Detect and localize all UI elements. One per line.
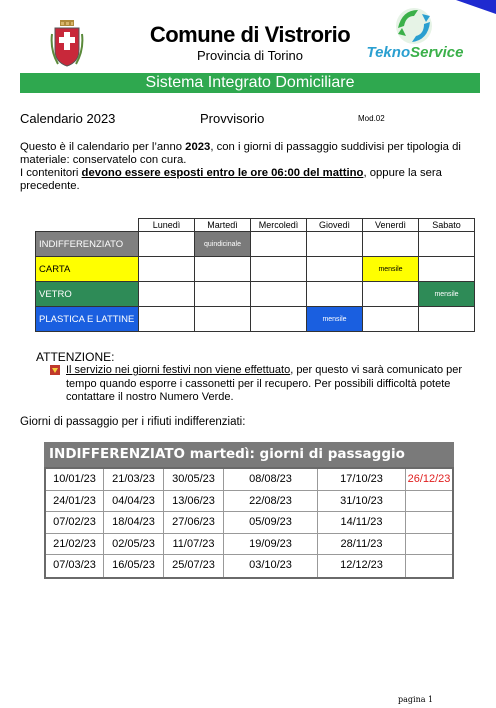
date-cell [406,491,452,512]
date-cell: 08/08/23 [224,469,318,490]
date-cell: 04/04/23 [104,491,164,512]
schedule-row-indifferenziato [36,232,475,257]
date-cell: 03/10/23 [224,555,318,577]
page-number: pagina 1 [398,695,434,704]
schedule-row-carta [36,257,475,282]
attention-text: Il servizio nei giorni festivi non viene effettuato, per questo vi sarà comunicato per tempo quando esporre i cassonetti per il recupero. Per possibili difficoltà potete contattare il nostro Numero Verde. [66,364,463,403]
calendar-status: Provvisorio [200,111,265,126]
date-cell: 18/04/23 [104,512,164,533]
page-subtitle: Provincia di Torino [197,48,303,63]
date-cell: 05/09/23 [224,512,318,533]
day-header: Giovedì [307,219,363,232]
schedule-row-plastica [36,307,475,332]
day-header: Lunedì [139,219,195,232]
date-cell: 30/05/23 [164,469,224,490]
pass-table-header [44,442,454,467]
material-label: CARTA [36,257,139,282]
table-row [46,534,452,556]
date-cell: 31/10/23 [318,491,406,512]
date-cell: 25/07/23 [164,555,224,577]
date-cell: 02/05/23 [104,534,164,555]
table-row [46,469,452,491]
date-cell: 11/07/23 [164,534,224,555]
material-label: INDIFFERENZIATO [36,232,139,257]
date-cell [406,555,452,577]
date-cell: 12/12/23 [318,555,406,577]
pass-dates-table [44,467,454,579]
schedule-row-vetro [36,282,475,307]
day-header: Sabato [419,219,475,232]
calendar-year: Calendario 2023 [20,111,116,126]
bullet-icon [50,365,60,375]
pass-table-title: INDIFFERENZIATO martedì: giorni di passaggio [44,442,454,467]
date-cell: 22/08/23 [224,491,318,512]
date-cell [406,512,452,533]
date-cell: 13/06/23 [164,491,224,512]
date-cell: 07/02/23 [46,512,104,533]
day-header: Martedì [195,219,251,232]
schedule-cell: mensile [363,257,419,282]
intro-paragraph: Questo è il calendario per l’anno 2023, con i giorni di passaggio suddivisi per tipologia di materiale: conservatelo con cura. I contenitori devono essere esposti entro le ore 06:00 del mattino, oppure la sera precedente. [20,141,461,192]
schedule-cell: quindicinale [195,232,251,257]
date-cell: 14/11/23 [318,512,406,533]
date-cell: 19/09/23 [224,534,318,555]
date-cell: 07/03/23 [46,555,104,577]
date-cell: 17/10/23 [318,469,406,490]
day-header: Mercoledì [251,219,307,232]
material-label: PLASTICA E LATTINE [36,307,139,332]
attention-title: ATTENZIONE: [36,350,115,364]
teknoservice-logo-text: TeknoService [366,44,464,61]
date-cell: 24/01/23 [46,491,104,512]
date-cell: 21/02/23 [46,534,104,555]
material-label: VETRO [36,282,139,307]
schedule-header-row [36,219,475,232]
date-cell [406,534,452,555]
date-cell: 16/05/23 [104,555,164,577]
page-title: Comune di Vistrorio [149,22,351,47]
table-row [46,512,452,534]
day-header: Venerdì [363,219,419,232]
date-cell: 21/03/23 [104,469,164,490]
schedule-cell: mensile [307,307,363,332]
date-cell: 28/11/23 [318,534,406,555]
collection-schedule-table [35,218,475,332]
schedule-cell: mensile [419,282,475,307]
date-cell: 10/01/23 [46,469,104,490]
collection-days-label: Giorni di passaggio per i rifiuti indifferenziati: [20,416,246,428]
section-banner: Sistema Integrato Domiciliare [20,73,480,93]
coat-of-arms-icon [50,20,84,68]
table-row [46,555,452,577]
date-cell: 26/12/23 [407,473,451,485]
table-row [46,491,452,513]
date-cell: 27/06/23 [164,512,224,533]
module-code: Mod.02 [358,114,385,123]
